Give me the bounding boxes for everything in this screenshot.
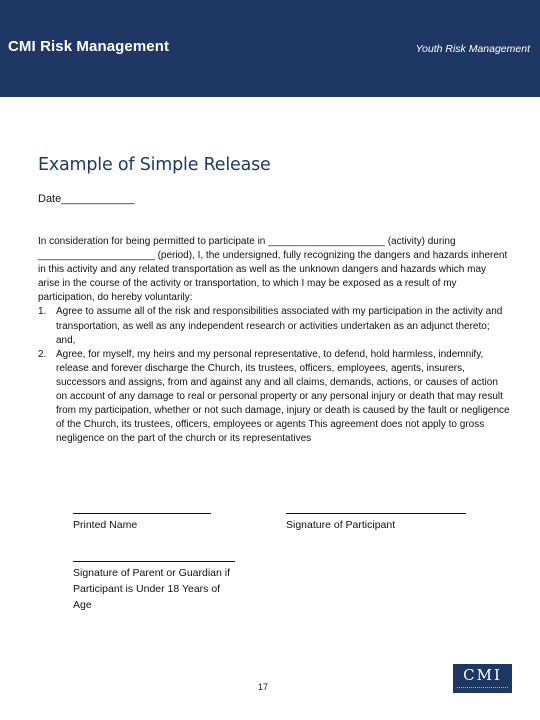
header-banner (0, 0, 540, 97)
release-list (38, 305, 510, 446)
signature-line (286, 513, 466, 514)
release-body (38, 235, 510, 446)
printed-name-label: Printed Name (73, 519, 138, 531)
participant-signature-block (286, 513, 466, 533)
page-number: 17 (258, 682, 269, 692)
list-item (38, 305, 510, 347)
signature-line (73, 513, 211, 514)
document-title: Example of Simple Release (38, 155, 271, 175)
date-field-label: Date____________ (38, 193, 135, 205)
list-item (38, 348, 510, 447)
signature-line (73, 561, 235, 562)
list-item-number: 2. (38, 348, 47, 360)
guardian-label-line2: Participant is Under 18 Years of Age (73, 583, 221, 611)
guardian-signature-block (73, 561, 235, 613)
cmi-logo-icon (453, 664, 512, 693)
printed-name-block (73, 513, 211, 533)
header-subtitle: Youth Risk Management (415, 43, 530, 55)
logo-tagline-rule (457, 687, 508, 690)
participant-signature-label: Signature of Participant (286, 519, 396, 531)
header-title: CMI Risk Management (8, 38, 170, 55)
list-item-text: Agree, for myself, my heirs and my personal representative, to defend, hold harmless, indemnify, release and forever discharge the Church, its trustees, officers, employees, agents, insurers, successors and assigns, from and against any and all claims, demands, actions, or causes of action on account of any damage to real or personal property or any personal injury or death that may result from my participation, whether or not such damage, injury or death is caused by the fault or negligence of the Church, its trustees, officers, employees or agents This agreement does not apply to gross negligence on the part of the church or its representatives (56, 348, 510, 445)
list-item-text: Agree to assume all of the risk and responsibilities associated with my participation in the activity and transportation, as well as any independent research or activities undertaken as an adjunct thereto; and, (56, 306, 503, 346)
intro-paragraph: In consideration for being permitted to participate in _____________________ (activity) during _____________________ (period), I, the undersigned, fully recognizing the dangers and hazards inherent in this activity and any related transportation as well as the unknown dangers and hazards which may arise in the course of the activity or transportation, to which I may be exposed as a result of my participation, do hereby voluntarily: (38, 236, 508, 304)
guardian-label-line1: Signature of Parent or Guardian if (73, 567, 231, 579)
list-item-number: 1. (38, 306, 47, 318)
logo-text: CMI (463, 666, 502, 684)
